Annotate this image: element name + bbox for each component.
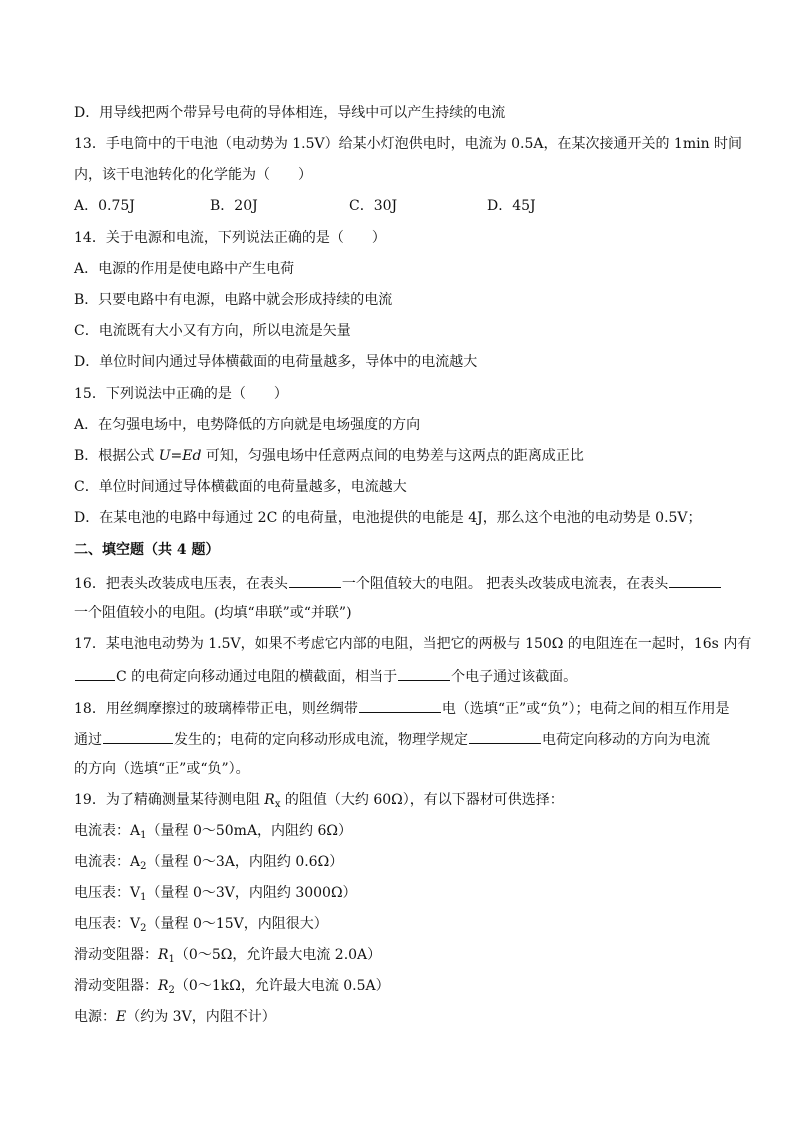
q17-text-2: 个电子通过该截面。: [451, 669, 578, 685]
eq1-sub: 1: [140, 830, 147, 841]
q18-line1: [74, 698, 729, 718]
eq5-var: R: [158, 947, 169, 963]
q15-option-d: D．在某电池的电路中每通过 2C 的电荷量，电池提供的电能是 4J，那么这个电池的电动势是 0.5V；: [74, 510, 702, 526]
eq5-sub: 1: [168, 954, 175, 965]
q13-option-b: B．20J: [210, 198, 258, 214]
q18-text-5: 电荷定向移动的方向为电流: [542, 732, 710, 748]
q14-option-a: A．电源的作用是使电路中产生电荷: [74, 261, 295, 277]
eq2-sub: 2: [140, 861, 147, 872]
q15b-prefix: B．根据公式: [74, 448, 159, 464]
q13-options: [74, 197, 536, 215]
q17-line2: [74, 666, 577, 686]
eq5-spec: （0～5Ω，允许最大电流 2.0A）: [174, 947, 382, 963]
eq3-sub: 1: [140, 892, 147, 903]
equipment-rheostat-r1: [74, 946, 381, 964]
q19-suffix: 的阻值（大约 60Ω），有以下器材可供选择：: [280, 792, 564, 808]
q13-option-a: A．0.75J: [74, 198, 135, 214]
eq6-spec: （0～1kΩ，允许最大电流 0.5A）: [174, 978, 390, 994]
q18-line2: [74, 729, 710, 749]
q13-stem-line2: 内，该干电池转化的化学能为（ ）: [74, 167, 312, 183]
q18-text-3: 通过: [74, 732, 102, 748]
q14-option-c: C．电流既有大小又有方向，所以电流是矢量: [74, 323, 351, 339]
q15-option-c: C．单位时间通过导体横截面的电荷量越多，电流越大: [74, 479, 407, 495]
eq6-var: R: [158, 978, 169, 994]
q14-stem: 14．关于电源和电流，下列说法正确的是（ ）: [74, 230, 386, 246]
eq6-label: 滑动变阻器：: [74, 978, 158, 994]
q15-option-a: A．在匀强电场中，电势降低的方向就是电场强度的方向: [74, 417, 421, 433]
q15b-suffix: 可知，匀强电场中任意两点间的电势差与这两点的距离成正比: [201, 448, 584, 464]
q15b-formula: U=Ed: [158, 448, 202, 464]
q13-option-c: C．30J: [349, 198, 398, 214]
q14-option-d: D．单位时间内通过导体横截面的电荷量越多，导体中的电流越大: [74, 354, 478, 370]
equipment-ammeter-a2: [74, 853, 343, 871]
q16-text-2: 一个阻值较大的电阻。 把表头改装成电流表，在表头: [341, 576, 669, 592]
eq1-spec: （量程 0～50mA，内阻约 6Ω）: [146, 823, 353, 839]
equipment-rheostat-r2: [74, 977, 390, 995]
q18-text-4: 发生的；电荷的定向移动形成电流，物理学规定: [174, 732, 468, 748]
q17-text-1: C 的电荷定向移动通过电阻的横截面，相当于: [116, 669, 398, 685]
q17-line1: 17．某电池电动势为 1.5V，如果不考虑它内部的电阻，当把它的两极与 150Ω 的电阻连在一起时，16s 内有: [74, 636, 752, 652]
q16-text-1: 16．把表头改装成电压表，在表头: [74, 576, 288, 592]
q14-option-b: B．只要电路中有电源，电路中就会形成持续的电流: [74, 292, 393, 308]
q13-stem-line1: 13．手电筒中的干电池（电动势为 1.5V）给某小灯泡供电时，电流为 0.5A，在某次接通开关的 1min 时间: [74, 136, 743, 152]
eq3-label: 电压表：V: [74, 885, 141, 901]
eq4-sub: 2: [140, 923, 147, 934]
q18-line3: 的方向（选填“正”或“负”）。: [74, 761, 250, 777]
eq7-label: 电源：: [74, 1009, 116, 1025]
q18-text-1: 18．用丝绸摩擦过的玻璃棒带正电，则丝绸带: [74, 701, 358, 717]
eq7-var: E: [116, 1009, 127, 1025]
q16-blank-2[interactable]: [669, 573, 721, 588]
q17-blank-1[interactable]: [75, 666, 115, 681]
q12-option-d: D．用导线把两个带异号电荷的导体相连，导线中可以产生持续的电流: [74, 105, 506, 121]
q16-line1: [74, 573, 722, 593]
q13-option-d: D．45J: [487, 198, 536, 214]
q18-blank-2[interactable]: [103, 729, 173, 744]
equipment-power-source: [74, 1008, 276, 1026]
q16-blank-1[interactable]: [289, 573, 341, 588]
eq7-spec: （约为 3V，内阻不计）: [126, 1009, 276, 1025]
eq4-spec: （量程 0～15V，内阻很大）: [146, 916, 328, 932]
q17-blank-2[interactable]: [398, 666, 450, 681]
q19-prefix: 19．为了精确测量某待测电阻: [74, 792, 265, 808]
eq6-sub: 2: [168, 985, 175, 996]
q16-line2: 一个阻值较小的电阻。(均填“串联”或“并联”): [74, 605, 352, 621]
equipment-voltmeter-v1: [74, 884, 357, 902]
q19-sub: x: [274, 799, 281, 810]
q18-text-2: 电（选填“正”或“负”）；电荷之间的相互作用是: [441, 701, 730, 717]
q15-option-b: [74, 447, 584, 465]
eq4-label: 电压表：V: [74, 916, 141, 932]
q15-stem: 15．下列说法中正确的是（ ）: [74, 386, 288, 402]
section-fill-in-heading: 二、填空题（共 4 题）: [74, 542, 220, 558]
q18-blank-3[interactable]: [469, 729, 541, 744]
eq3-spec: （量程 0～3V，内阻约 3000Ω）: [146, 885, 357, 901]
q18-blank-1[interactable]: [359, 698, 441, 713]
equipment-voltmeter-v2: [74, 915, 328, 933]
eq1-label: 电流表：A: [74, 823, 141, 839]
eq2-label: 电流表：A: [74, 854, 141, 870]
q19-stem: [74, 791, 564, 809]
equipment-ammeter-a1: [74, 822, 352, 840]
eq2-spec: （量程 0～3A，内阻约 0.6Ω）: [146, 854, 344, 870]
eq5-label: 滑动变阻器：: [74, 947, 158, 963]
q19-var: R: [264, 792, 275, 808]
